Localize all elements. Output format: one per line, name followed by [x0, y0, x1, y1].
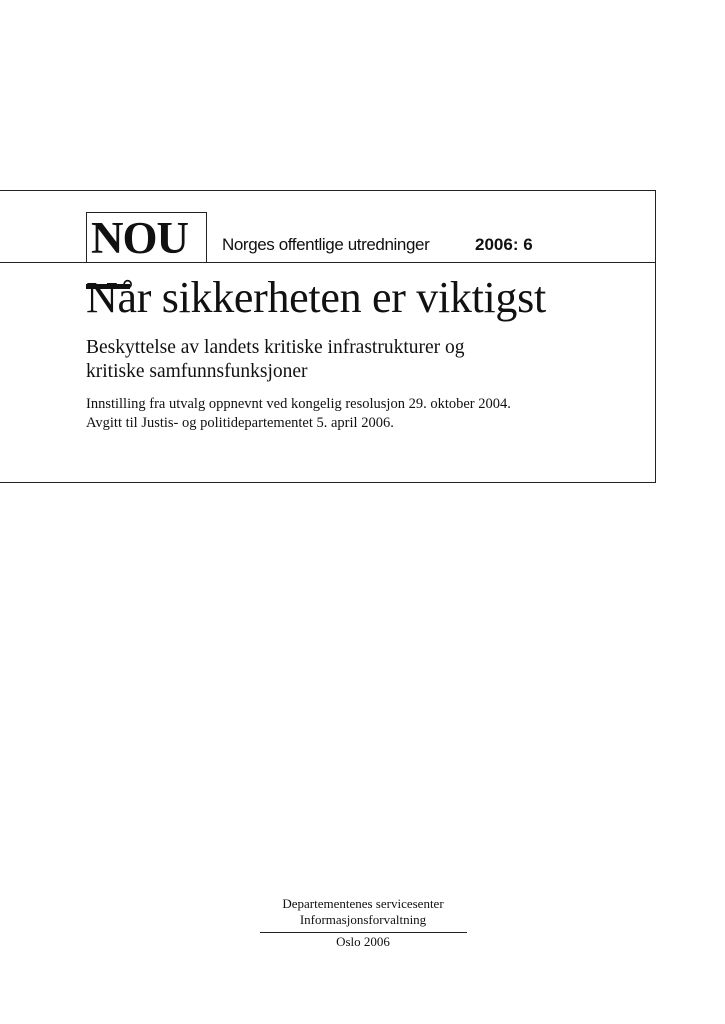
series-name: Norges offentlige utredninger: [222, 235, 430, 254]
nou-logo-text: NOU: [91, 213, 188, 263]
nou-logo: [86, 212, 207, 263]
publisher-line: Departementenes servicesenter: [282, 896, 444, 911]
info-line: Innstilling fra utvalg oppnevnt ved kongelig resolusjon 29. oktober 2004.: [86, 396, 511, 412]
place-year: Oslo 2006: [336, 934, 390, 949]
publisher: [260, 896, 466, 928]
document-title: Når sikkerheten er viktigst: [86, 273, 546, 322]
document-subtitle: [86, 336, 546, 384]
series-number: 2006: 6: [475, 235, 533, 254]
publisher-line: Informasjonsforvaltning: [299, 912, 427, 927]
info-line: Avgitt til Justis- og politidepartementet 5. april 2006.: [86, 415, 394, 431]
subtitle-line: kritiske samfunnsfunksjoner: [86, 361, 308, 382]
title-box: [0, 190, 656, 483]
publisher-rule: [260, 932, 467, 933]
subtitle-line: Beskyttelse av landets kritiske infrastrukturer og: [86, 337, 465, 358]
document-info: [86, 395, 511, 433]
